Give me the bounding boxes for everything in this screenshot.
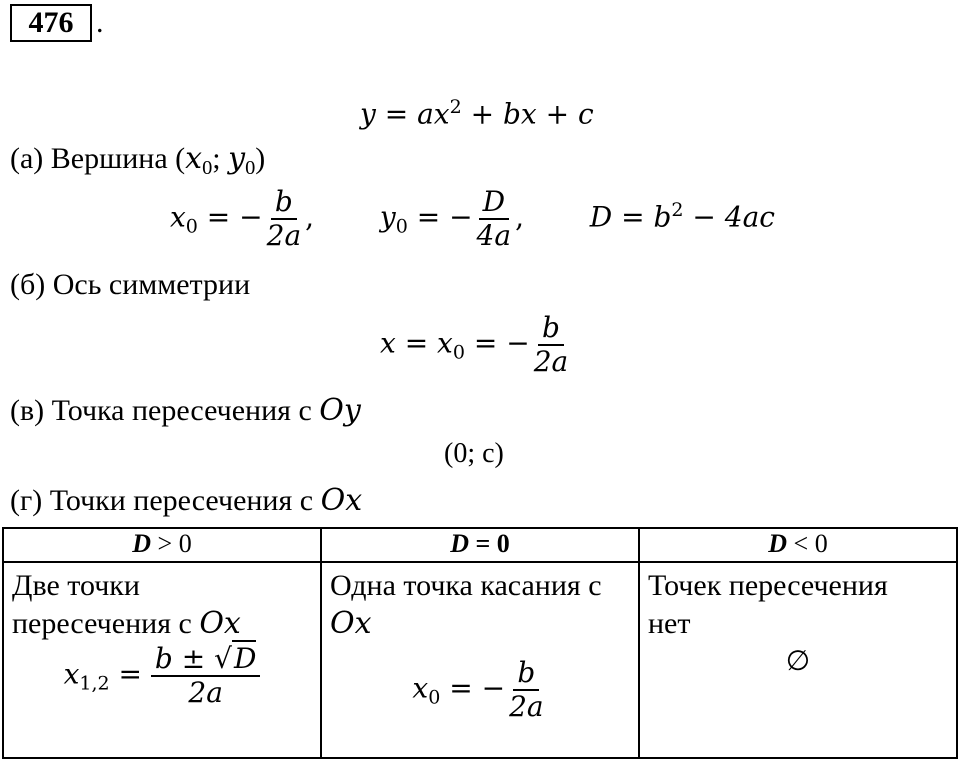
cell-two-points bbox=[3, 562, 321, 758]
header-d-negative: D < 0 bbox=[639, 528, 957, 562]
symmetry-numerator: b bbox=[538, 312, 564, 346]
y0-numerator: D bbox=[479, 186, 509, 220]
cell3-text2: нет bbox=[648, 607, 691, 640]
cell2-axis: Ox bbox=[330, 606, 372, 641]
cell1-text1: Две точки bbox=[12, 569, 140, 602]
symmetry-denominator: 2a bbox=[533, 345, 569, 379]
main-formula: $y = ax^2$ + bx + c bbox=[360, 96, 594, 131]
part-g-axis: Ox bbox=[320, 483, 363, 518]
table-row bbox=[3, 562, 957, 758]
discriminant-lhs: D = b bbox=[589, 200, 672, 234]
part-a-y0: y bbox=[228, 141, 246, 176]
main-formula-x: x bbox=[433, 97, 450, 131]
header-d-positive: D > 0 bbox=[3, 528, 321, 562]
symmetry-rhs: = − bbox=[464, 326, 530, 360]
discriminant-power: 2 bbox=[671, 199, 684, 222]
part-g-label: (г) Точки пересечения с bbox=[10, 484, 321, 517]
symmetry-fraction bbox=[530, 312, 573, 378]
part-b-heading: (б) Ось симметрии bbox=[10, 268, 251, 301]
problem-number-dot: . bbox=[96, 6, 104, 39]
symmetry-lhs: x = x bbox=[380, 326, 453, 360]
x0-numerator: b bbox=[271, 186, 297, 220]
main-formula-power: 2 bbox=[449, 96, 462, 118]
part-a-x0: x bbox=[185, 141, 203, 176]
part-a-sep: ; bbox=[212, 142, 229, 175]
part-a-label: (а) Вершина ( bbox=[10, 142, 186, 175]
problem-number bbox=[10, 4, 104, 42]
y0-denominator: 4a bbox=[476, 219, 512, 253]
cell1-axis: Ox bbox=[199, 606, 241, 641]
header-d-zero: D = 0 bbox=[321, 528, 639, 562]
vertex-formulas: $x_0$ = − $\frac{b}{2a}$ , $y_0$ = − $\frac{D}{4a}$ , $D = b^2 - 4ac$ bbox=[170, 185, 775, 253]
symmetry-formula bbox=[380, 312, 572, 378]
x0-fraction bbox=[263, 186, 306, 252]
part-a-heading: (а) Вершина ($x_0$; $y_0$) bbox=[10, 141, 266, 180]
y0-fraction bbox=[473, 186, 516, 252]
symmetry-sub: 0 bbox=[452, 341, 465, 364]
main-formula-b: b bbox=[502, 97, 521, 131]
x0-denominator: 2a bbox=[266, 219, 302, 253]
cell-no-points bbox=[639, 562, 957, 758]
main-formula-c: c bbox=[577, 97, 594, 131]
part-a-x0-sub: 0 bbox=[202, 157, 213, 180]
part-g-heading bbox=[10, 484, 362, 518]
ox-intersection-table bbox=[2, 527, 958, 759]
part-v-label: (в) Точка пересечения с bbox=[10, 394, 320, 427]
cell3-text1: Точек пересечения bbox=[648, 569, 888, 602]
cell1-text2: пересечения с Ox bbox=[12, 606, 241, 641]
cell-one-point bbox=[321, 562, 639, 758]
discriminant-rest: − 4ac bbox=[683, 200, 775, 234]
main-formula-a: a bbox=[417, 97, 434, 131]
part-v-heading bbox=[10, 394, 361, 428]
main-formula-y: y bbox=[360, 97, 376, 131]
part-a-close: ) bbox=[255, 142, 266, 175]
cell2-formula: $x_0$ = − $\frac{b}{2a}$ bbox=[412, 656, 544, 724]
empty-set-symbol: ∅ bbox=[785, 646, 811, 677]
oy-point: (0; c) bbox=[444, 438, 504, 469]
cell2-text1: Одна точка касания с bbox=[330, 569, 602, 602]
table-header-row bbox=[3, 528, 957, 562]
problem-number-text: 476 bbox=[28, 6, 74, 39]
cell1-formula: $x_{1,2}$ = $\frac{b \pm √D}{2a}$ bbox=[4, 643, 320, 709]
part-v-axis: Oy bbox=[319, 393, 361, 428]
